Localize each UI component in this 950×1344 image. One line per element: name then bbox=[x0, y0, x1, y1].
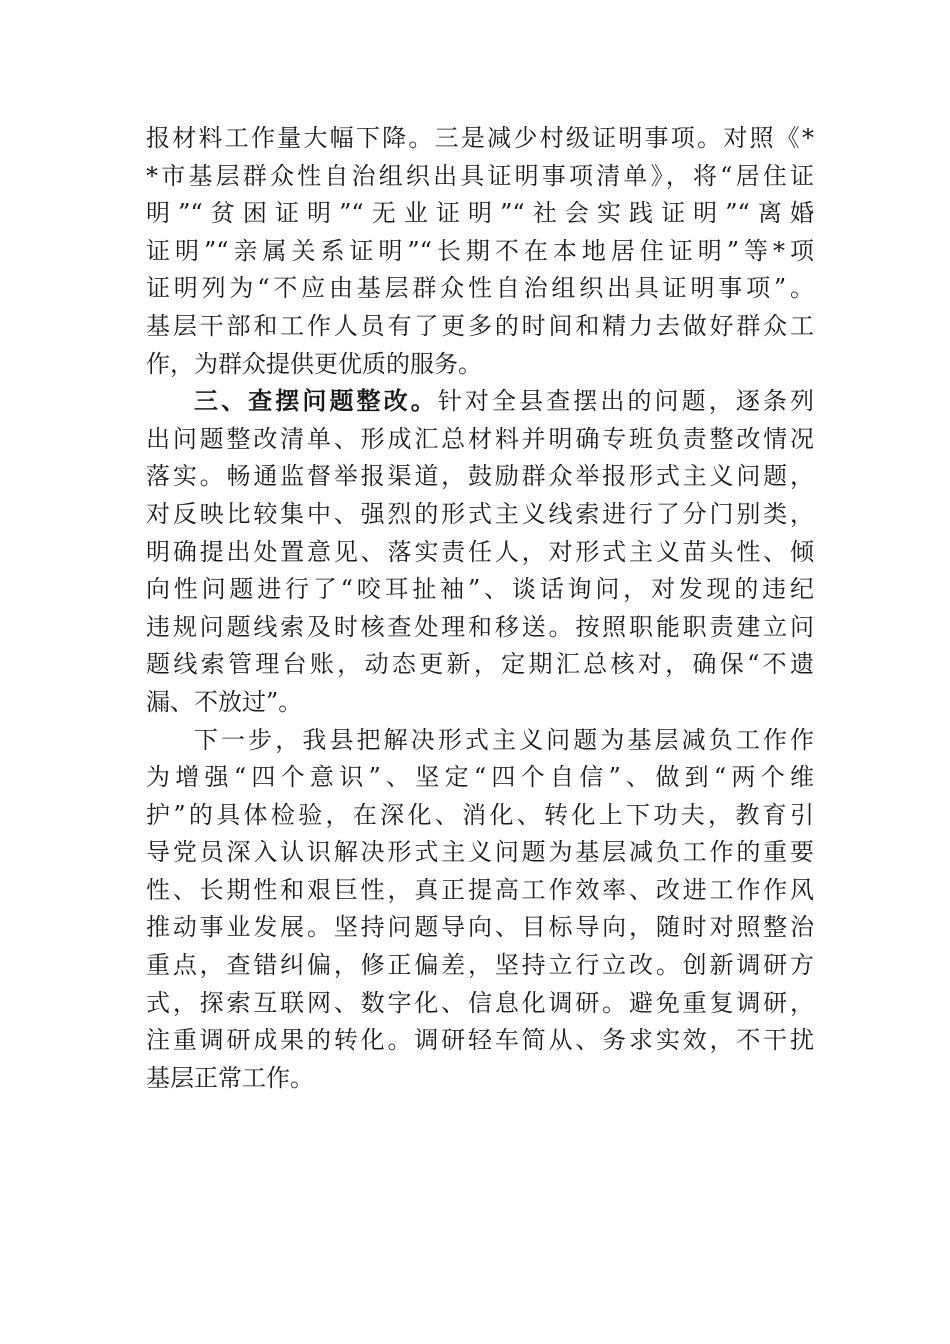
paragraph-continuation bbox=[146, 120, 814, 383]
text-line: 护”的具体检验，在深化、消化、转化上下功夫，教育引 bbox=[146, 800, 814, 829]
text-line: 对反映比较集中、强烈的形式主义线索进行了分门别类， bbox=[146, 499, 814, 528]
text-line: 推动事业发展。坚持问题导向、目标导向，随时对照整治 bbox=[146, 913, 814, 942]
section-heading: 三、查摆问题整改。 bbox=[194, 387, 438, 416]
text-line: *市基层群众性自治组织出具证明事项清单》，将“居住证 bbox=[146, 161, 814, 190]
paragraph-next-steps bbox=[146, 722, 814, 1098]
text-line: 性、长期性和艰巨性，真正提高工作效率、改进工作作风 bbox=[146, 875, 814, 904]
text-line: 题线索管理台账，动态更新，定期汇总核对，确保“不遗 bbox=[146, 650, 814, 679]
text-line: 向性问题进行了“咬耳扯袖”、谈话询问，对发现的违纪 bbox=[146, 575, 814, 604]
text-line: 基层干部和工作人员有了更多的时间和精力去做好群众工 bbox=[146, 311, 814, 340]
section-first-line bbox=[146, 383, 814, 421]
text-line: 明确提出处置意见、落实责任人，对形式主义苗头性、倾 bbox=[146, 537, 814, 566]
text-line: 明”“贫困证明”“无业证明”“社会实践证明”“离婚 bbox=[146, 199, 814, 228]
text-line: 出问题整改清单、形成汇总材料并明确专班负责整改情况 bbox=[146, 424, 814, 453]
text-line: 式，探索互联网、数字化、信息化调研。避免重复调研， bbox=[146, 988, 814, 1017]
text-line: 基层正常工作。 bbox=[146, 1063, 314, 1092]
text-line: 注重调研成果的转化。调研轻车简从、务求实效，不干扰 bbox=[146, 1026, 814, 1055]
text-line: 报材料工作量大幅下降。三是减少村级证明事项。对照《* bbox=[146, 124, 814, 152]
text-line: 下一步，我县把解决形式主义问题为基层减负工作作 bbox=[194, 725, 814, 754]
text-line: 落实。畅通监督举报渠道，鼓励群众举报形式主义问题， bbox=[146, 462, 814, 491]
text-line: 证明列为“不应由基层群众性自治组织出具证明事项”。 bbox=[146, 274, 814, 303]
document-body bbox=[146, 120, 814, 1097]
text-line: 违规问题线索及时核查处理和移送。按照职能职责建立问 bbox=[146, 612, 814, 641]
text-line: 证明”“亲属关系证明”“长期不在本地居住证明”等*项 bbox=[146, 236, 814, 265]
paragraph-section-three bbox=[146, 383, 814, 721]
section-first-line-text: 针对全县查摆出的问题，逐条列 bbox=[437, 387, 815, 416]
text-line: 漏、不放过”。 bbox=[146, 687, 303, 716]
text-line: 作，为群众提供更优质的服务。 bbox=[146, 349, 482, 378]
text-line: 为增强“四个意识”、坚定“四个自信”、做到“两个维 bbox=[146, 763, 814, 792]
text-line: 导党员深入认识解决形式主义问题为基层减负工作的重要 bbox=[146, 838, 814, 867]
text-line: 重点，查错纠偏，修正偏差，坚持立行立改。创新调研方 bbox=[146, 951, 814, 980]
